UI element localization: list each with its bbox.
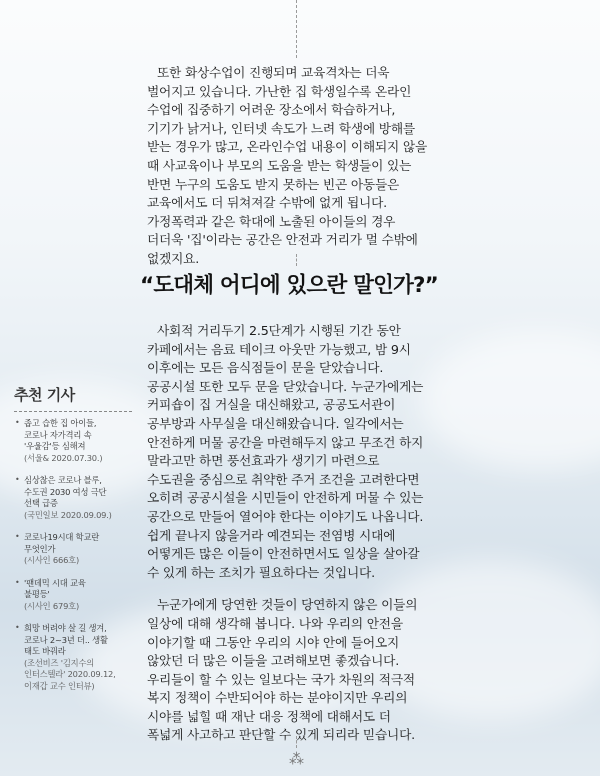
article-paragraph-2: 사회적 거리두기 2.5단계가 시행된 기간 동안 카페에서는 음료 테이크 아웃만 가능했고, 밤 9시 이후에는 모든 음식점들이 문을 닫았습니다. 공공시설 또한 모두 문을 닫았습니다. 누군가에게는 커피숍이 집 거실을 대신해왔고, 공공도서관이 공부방과 사무실을 대신해왔습니다. 일각에서는 안전하게 머물 공간을 마련해두지 않고 무조건 하지 말라고만 하면 풍선효과가 생기기 마련으로 수도권을 중심으로 취약한 주거 조건을 고려한다면 오히려 공공시설을 시민들이 안전하게 머물 수 있는 공간으로 만들어 열어야 한다는 이야기도 나옵니다. 쉽게 끝나지 않을거라 예견되는 전염병 시대에 어떻게든 많은 이들이 안전하면서도 일상을 살아갈 수 있게 하는 조치가 필요하다는 것입니다. bbox=[147, 323, 424, 580]
recommended-source: (조선비즈 '김지수의 인터스텔라' 2020.09.12, 이재갑 교수 인터뷰) bbox=[24, 657, 116, 691]
article-column-bottom bbox=[147, 322, 465, 745]
recommended-title: • 좁고 습한 집 아이들, 코로나 자가격리 속 '우울감'등 심해져 bbox=[24, 418, 97, 451]
list-item[interactable] bbox=[14, 578, 132, 613]
recommended-title: • 코로나19시대 학교란 무엇인가 bbox=[24, 532, 100, 554]
list-item[interactable] bbox=[14, 418, 132, 464]
list-item[interactable] bbox=[14, 623, 132, 692]
recommended-title: • '팬데믹 시대 교육 불평등' bbox=[24, 577, 86, 599]
article-headline: “도대체 어디에 있으란 말인가?” bbox=[140, 273, 439, 298]
recommended-title: • 희망 버려야 살 길 생겨, 코로나 2~3년 더.. 생활 태도 바꿔라 bbox=[24, 623, 108, 656]
list-item[interactable] bbox=[14, 532, 132, 567]
dashed-divider-top bbox=[296, 0, 297, 58]
recommended-source: (시사인 679호) bbox=[24, 600, 80, 611]
list-item[interactable] bbox=[14, 475, 132, 521]
recommended-articles-sidebar bbox=[14, 384, 132, 703]
sidebar-title: 추천 기사 bbox=[14, 386, 75, 404]
recommended-source: (시사인 666호) bbox=[24, 555, 80, 565]
sidebar-rule bbox=[14, 411, 132, 412]
recommended-source: (서울& 2020.07.30.) bbox=[24, 452, 103, 463]
article-paragraph-3: 누군가에게 당연한 것들이 당연하지 않은 이들의 일상에 대해 생각해 봅니다. 나와 우리의 안전을 이야기할 때 그동안 우리의 시야 안에 들어오지 않았던 더 많은 이들을 고려해보면 좋겠습니다. 우리들이 할 수 있는 일보다는 국가 차원의 적극적 복지 정책이 수반되어야 하는 분야이지만 우리의 시야를 넓힐 때 재난 대응 정책에 대해서도 더 폭넓게 사고하고 판단할 수 있게 되리라 믿습니다. bbox=[147, 597, 418, 743]
recommended-title: • 심상찮은 코로나 블루, 수도권 2030 여성 극단 선택 급증 bbox=[24, 475, 107, 508]
recommended-source: (국민일보 2020.09.09.) bbox=[24, 509, 112, 520]
asterism-ornament-icon: ⁂ bbox=[289, 750, 304, 768]
recommended-list bbox=[14, 418, 132, 692]
article-column-top bbox=[147, 64, 465, 269]
article-paragraph-1: 또한 화상수업이 진행되며 교육격차는 더욱 벌어지고 있습니다. 가난한 집 학생일수록 온라인 수업에 집중하기 어려운 장소에서 학습하거나, 기기가 낡거나, 인터넷 속도가 느려 학생에 방해를 받는 경우가 많고, 온라인수업 내용이 이해되지 않을 때 사교육이나 부모의 도움을 받는 학생들이 있는 반면 누구의 도움도 받지 못하는 빈곤 아동들은 교육에서도 더 뒤쳐져갈 수밖에 없게 됩니다. 가정폭력과 같은 학대에 노출된 아이들의 경우 더더욱 '집'이라는 공간은 안전과 거리가 멀 수밖에 없겠지요. bbox=[147, 65, 428, 266]
